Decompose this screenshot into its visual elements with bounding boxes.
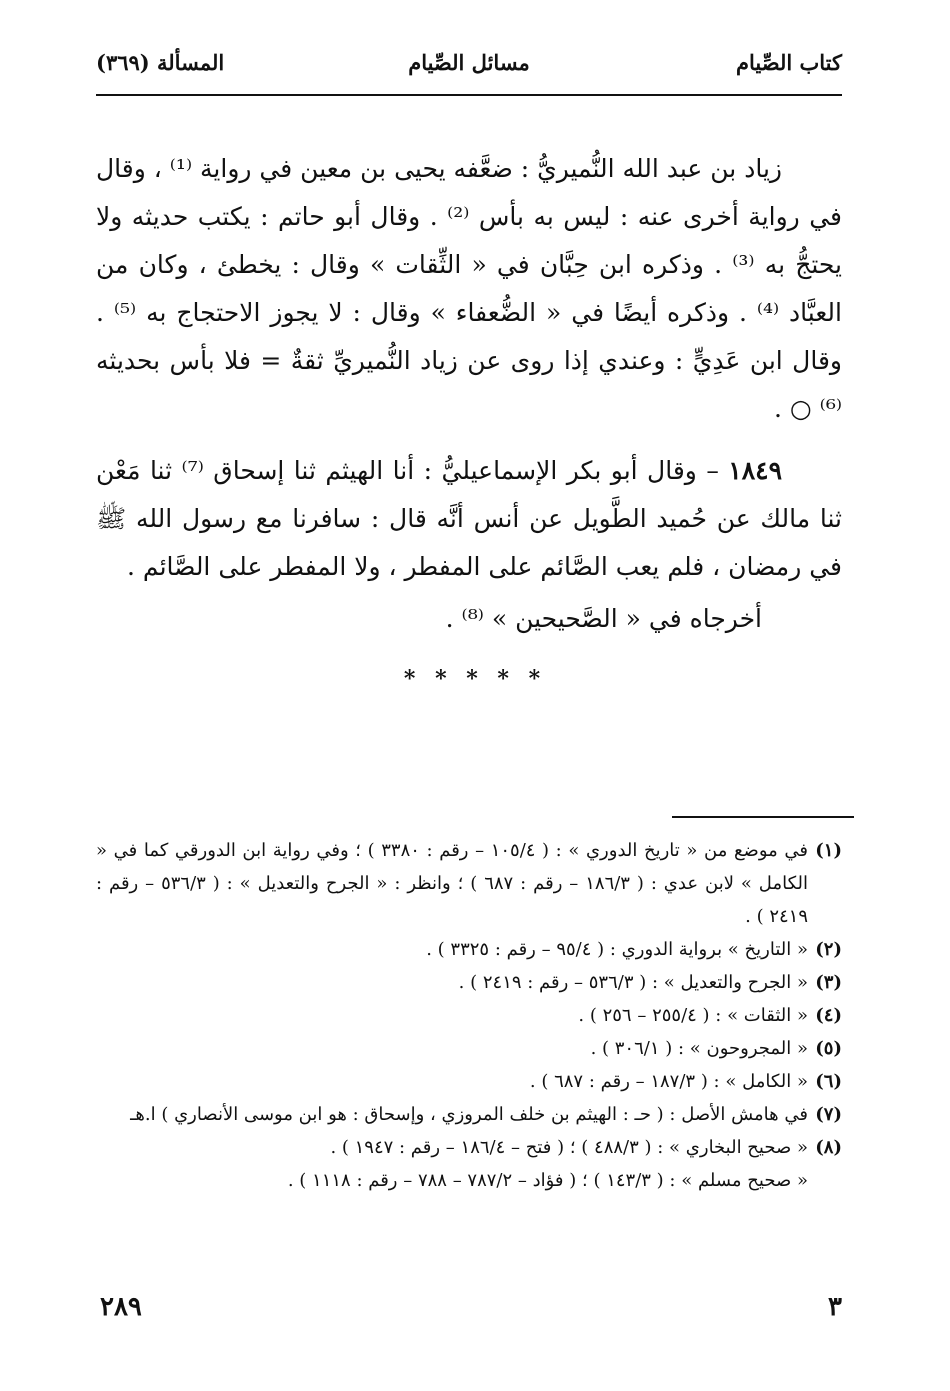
section-title: مسائل الصِّيام [408,50,530,75]
book-title: كتاب الصِّيام [736,50,842,75]
footnotes [96,834,842,1197]
footnote-text: في موضع من « تاريخ الدوري » : ( ١٠٥/٤ – رقم : ٣٣٨٠ ) ؛ وفي رواية ابن الدورقي كما في « الكامل » لابن عدي : ( ١٨٦/٣ – رقم : ٦٨٧ ) ؛ وانظر : « الجرح والتعديل » : ( ٥٣٦/٣ – رقم : ٢٤١٩ ) . [96,840,808,927]
footnote [96,1131,842,1164]
footnote [96,1065,842,1098]
section-separator: * * * * * [403,666,547,692]
footnote-text: « المجروحون » : ( ٣٠٦/١ ) . [590,1038,808,1059]
hadith-text: – وقال أبو بكر الإسماعيليُّ : أنا الهيثم ثنا إسحاق ⁽⁷⁾ ثنا مَعْن ثنا مالك عن حُميد الطَّويل عن أنس أنَّه قال : سافرنا مع رسول الله ﷺ في رمضان ، فلم يعب الصَّائم على المفطر ، ولا المفطر على الصَّائم . [96,456,842,581]
footnote [96,933,842,966]
footnote-number: (٦) [815,1071,842,1092]
footnote [96,834,842,933]
footnote [96,1032,842,1065]
footnote-text: في هامش الأصل : ( حـ : الهيثم بن خلف المروزي ، وإسحاق : هو ابن موسى الأنصاري ) ا.هـ [130,1104,808,1125]
footnote-number: (٢) [815,939,842,960]
takhrij-line: أخرجاه في « الصَّحيحين » ⁽⁸⁾ . [445,604,762,633]
footnote-text: « التاريخ » برواية الدوري : ( ٩٥/٤ – رقم : ٣٣٢٥ ) . [426,939,808,960]
footnote-text: « الكامل » : ( ١٨٧/٣ – رقم : ٦٨٧ ) . [529,1071,808,1092]
footnote-text: « صحيح البخاري » : ( ٤٨٨/٣ ) ؛ ( فتح – ١٨٦/٤ – رقم : ١٩٤٧ ) . [330,1137,808,1158]
footnote-number: (٤) [815,1005,842,1026]
footnote-number: (٨) [815,1137,842,1158]
main-text [96,145,842,643]
footnote-number: (٧) [815,1104,842,1125]
narrator-paragraph: زياد بن عبد الله النُّميريُّ : ضعَّفه يحيى بن معين في رواية ⁽¹⁾ ، وقال في رواية أخرى عنه : ليس به بأس ⁽²⁾ . وقال أبو حاتم : يكتب حديثه ولا يحتجُّ به ⁽³⁾ . وذكره ابن حِبَّان في « الثِّقات » وقال : يخطئ ، وكان من العبَّاد ⁽⁴⁾ . وذكره أيضًا في « الضُّعفاء » وقال : لا يجوز الاحتجاج به ⁽⁵⁾ . وقال ابن عَدِيٍّ : وعندي إذا روى عن زياد النُّميريِّ ثقةٌ = فلا بأس بحديثه ⁽⁶⁾ ○ . [95,154,842,423]
footnote-text: « الثقات » : ( ٢٥٥/٤ – ٢٥٦ ) . [578,1005,808,1026]
header-rule [96,94,842,96]
footnote [96,1098,842,1131]
page-number-left: ٢٨٩ [100,1292,142,1322]
page-number-right: ٣ [828,1292,842,1322]
footnote-number: (٣) [815,972,842,993]
hadith-paragraph [96,447,842,591]
footnote-continuation: « صحيح مسلم » : ( ١٤٣/٣ ) ؛ ( فؤاد – ٧٨٧/٢ – ٧٨٨ – رقم : ١١١٨ ) . [287,1170,808,1191]
running-header [96,44,842,94]
hadith-number: ١٨٤٩ [728,456,783,485]
footnote-number: (٥) [815,1038,842,1059]
footnote-number: (١) [815,840,842,861]
footnote-rule [672,816,854,818]
footnote [96,999,842,1032]
footnote [96,966,842,999]
issue-number: المسألة (٣٦٩) [96,50,225,75]
footnote-text: « الجرح والتعديل » : ( ٥٣٦/٣ – رقم : ٢٤١٩ ) . [458,972,808,993]
